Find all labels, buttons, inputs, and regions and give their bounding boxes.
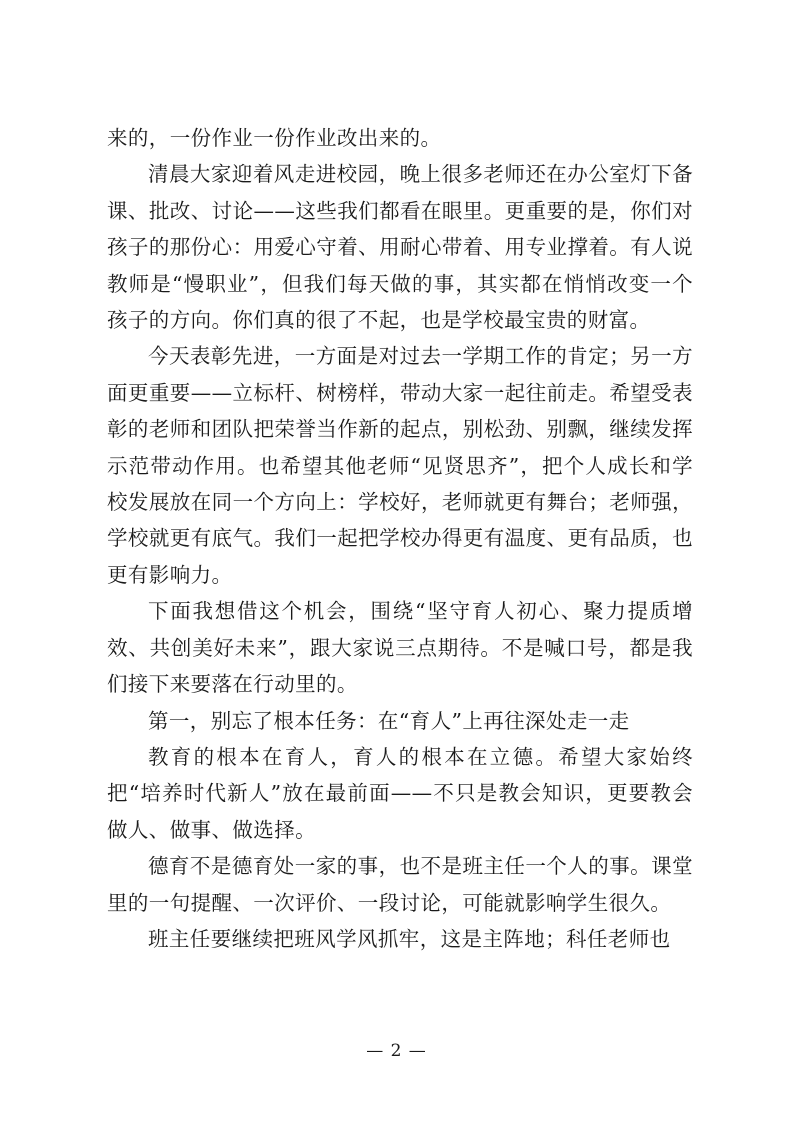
document-body (107, 120, 693, 957)
paragraph-continuation: 来的，一份作业一份作业改出来的。 (107, 126, 442, 150)
paragraph-class-teacher: 班主任要继续把班风学风抓牢，这是主阵地；科任老师也 (148, 926, 671, 951)
paragraph-commendation: 今天表彰先进，一方面是对过去一学期工作的肯定；另一方面更重要——立标杆、树榜样，带动大家一起往前走。希望受表彰的老师和团队把荣誉当作新的起点，别松劲、别飘，继续发挥示范带动作用。也希望其他老师“见贤思齐”，把个人成长和学校发展放在同一个方向上：学校好，老师就更有舞台；老师强，学校就更有底气。我们一起把学校办得更有温度、更有品质，也更有影响力。 (107, 344, 693, 587)
paragraph-moral-education: 教育的根本在育人，育人的根本在立德。希望大家始终把“培养时代新人”放在最前面——不只是教会知识，更要教会做人、做事、做选择。 (107, 744, 693, 842)
page-number: — 2 — (366, 1041, 427, 1061)
paragraph-three-expectations: 下面我想借这个机会，围绕“坚守育人初心、聚力提质增效、共创美好未来”，跟大家说三点期待。不是喊口号，都是我们接下来要落在行动里的。 (107, 599, 693, 697)
paragraph-moral-responsibility: 德育不是德育处一家的事，也不是班主任一个人的事。课堂里的一句提醒、一次评价、一段讨论，可能就影响学生很久。 (107, 854, 693, 915)
paragraph-teachers-dedication: 清晨大家迎着风走进校园，晚上很多老师还在办公室灯下备课、批改、讨论——这些我们都看在眼里。更重要的是，你们对孩子的那份心：用爱心守着、用耐心带着、用专业撑着。有人说教师是“慢职业”，但我们每天做的事，其实都在悄悄改变一个孩子的方向。你们真的很了不起，也是学校最宝贵的财富。 (107, 162, 693, 333)
section-heading-first: 第一，别忘了根本任务：在“育人”上再往深处走一走 (148, 708, 630, 733)
